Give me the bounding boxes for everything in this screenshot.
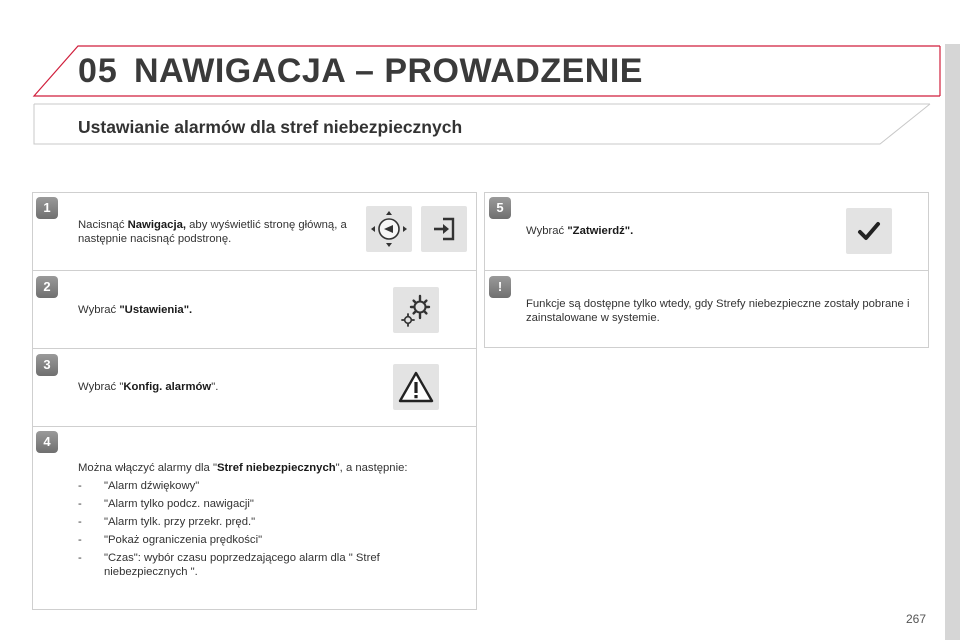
step-2-text-bold: "Ustawienia".: [119, 304, 193, 316]
list-dash: -: [78, 498, 82, 510]
list-dash: -: [78, 534, 82, 546]
step-1-text-before: Nacisnąć: [78, 219, 128, 231]
navigation-joystick-button[interactable]: [366, 206, 412, 252]
step-4-badge: 4: [36, 431, 58, 453]
note-text: Funkcje są dostępne tylko wtedy, gdy Strefy niebezpieczne zostały pobrane i zainstalowane w systemie.: [526, 298, 910, 324]
list-dash: -: [78, 480, 82, 492]
step-4-text-before: Można włączyć alarmy dla ": [78, 462, 217, 474]
step-2-text: [78, 304, 358, 318]
chapter-title: NAWIGACJA – PROWADZENIE: [134, 52, 643, 90]
list-item: [78, 534, 458, 548]
confirm-button[interactable]: [846, 208, 892, 254]
step-divider: [33, 426, 476, 427]
step-2-badge: 2: [36, 276, 58, 298]
step-3-text-before: Wybrać ": [78, 381, 124, 393]
step-3-text-bold: Konfig. alarmów: [123, 381, 212, 393]
step-5-text: [526, 225, 806, 239]
step-5-text-bold: "Zatwierdź".: [567, 225, 634, 237]
step-1-text-bold: Nawigacja,: [127, 219, 187, 231]
settings-gears-icon: [398, 292, 434, 328]
section-title: Ustawianie alarmów dla stref niebezpiecznych: [78, 117, 463, 137]
step-1-text-after: aby wyświetlić stronę główną, a następnie nacisnąć podstronę.: [78, 219, 347, 245]
step-divider: [33, 348, 476, 349]
step-3-text-after: ".: [211, 381, 219, 393]
step-1-badge: 1: [36, 197, 58, 219]
option-text: "Alarm dźwiękowy": [104, 480, 200, 492]
option-text: "Czas": wybór czasu poprzedzającego alarm dla " Stref niebezpiecznych ".: [104, 552, 380, 578]
step-5-text-before: Wybrać: [526, 225, 568, 237]
step-1-text: [78, 219, 348, 246]
list-dash: -: [78, 516, 82, 528]
list-dash: -: [78, 552, 82, 564]
step-5-badge: 5: [489, 197, 511, 219]
subpage-arrow-icon: [429, 214, 459, 244]
step-4-text: [78, 462, 468, 476]
navigation-joystick-icon: [369, 209, 409, 249]
step-2-text-before: Wybrać: [78, 304, 120, 316]
list-item: [78, 516, 458, 530]
step-divider: [485, 270, 928, 271]
subpage-button[interactable]: [421, 206, 467, 252]
list-item: [78, 552, 458, 579]
step-divider: [33, 270, 476, 271]
option-text: "Alarm tylk. przy przekr. pręd.": [104, 516, 256, 528]
option-text: "Alarm tylko podcz. nawigacji": [104, 498, 254, 510]
settings-button[interactable]: [393, 287, 439, 333]
list-item: [78, 480, 458, 494]
checkmark-icon: [855, 217, 883, 245]
note-badge: !: [489, 276, 511, 298]
list-item: [78, 498, 458, 512]
page-number: 267: [906, 612, 927, 626]
alarm-options-list: [78, 480, 458, 584]
step-3-text: [78, 381, 358, 395]
step-4-text-after: ", a następnie:: [335, 462, 408, 474]
step-3-badge: 3: [36, 354, 58, 376]
option-text: "Pokaż ograniczenia prędkości": [104, 534, 263, 546]
alarm-config-button[interactable]: [393, 364, 439, 410]
warning-triangle-icon: [398, 370, 434, 404]
chapter-number: 05: [78, 52, 118, 90]
step-4-text-bold: Stref niebezpiecznych: [217, 462, 336, 474]
